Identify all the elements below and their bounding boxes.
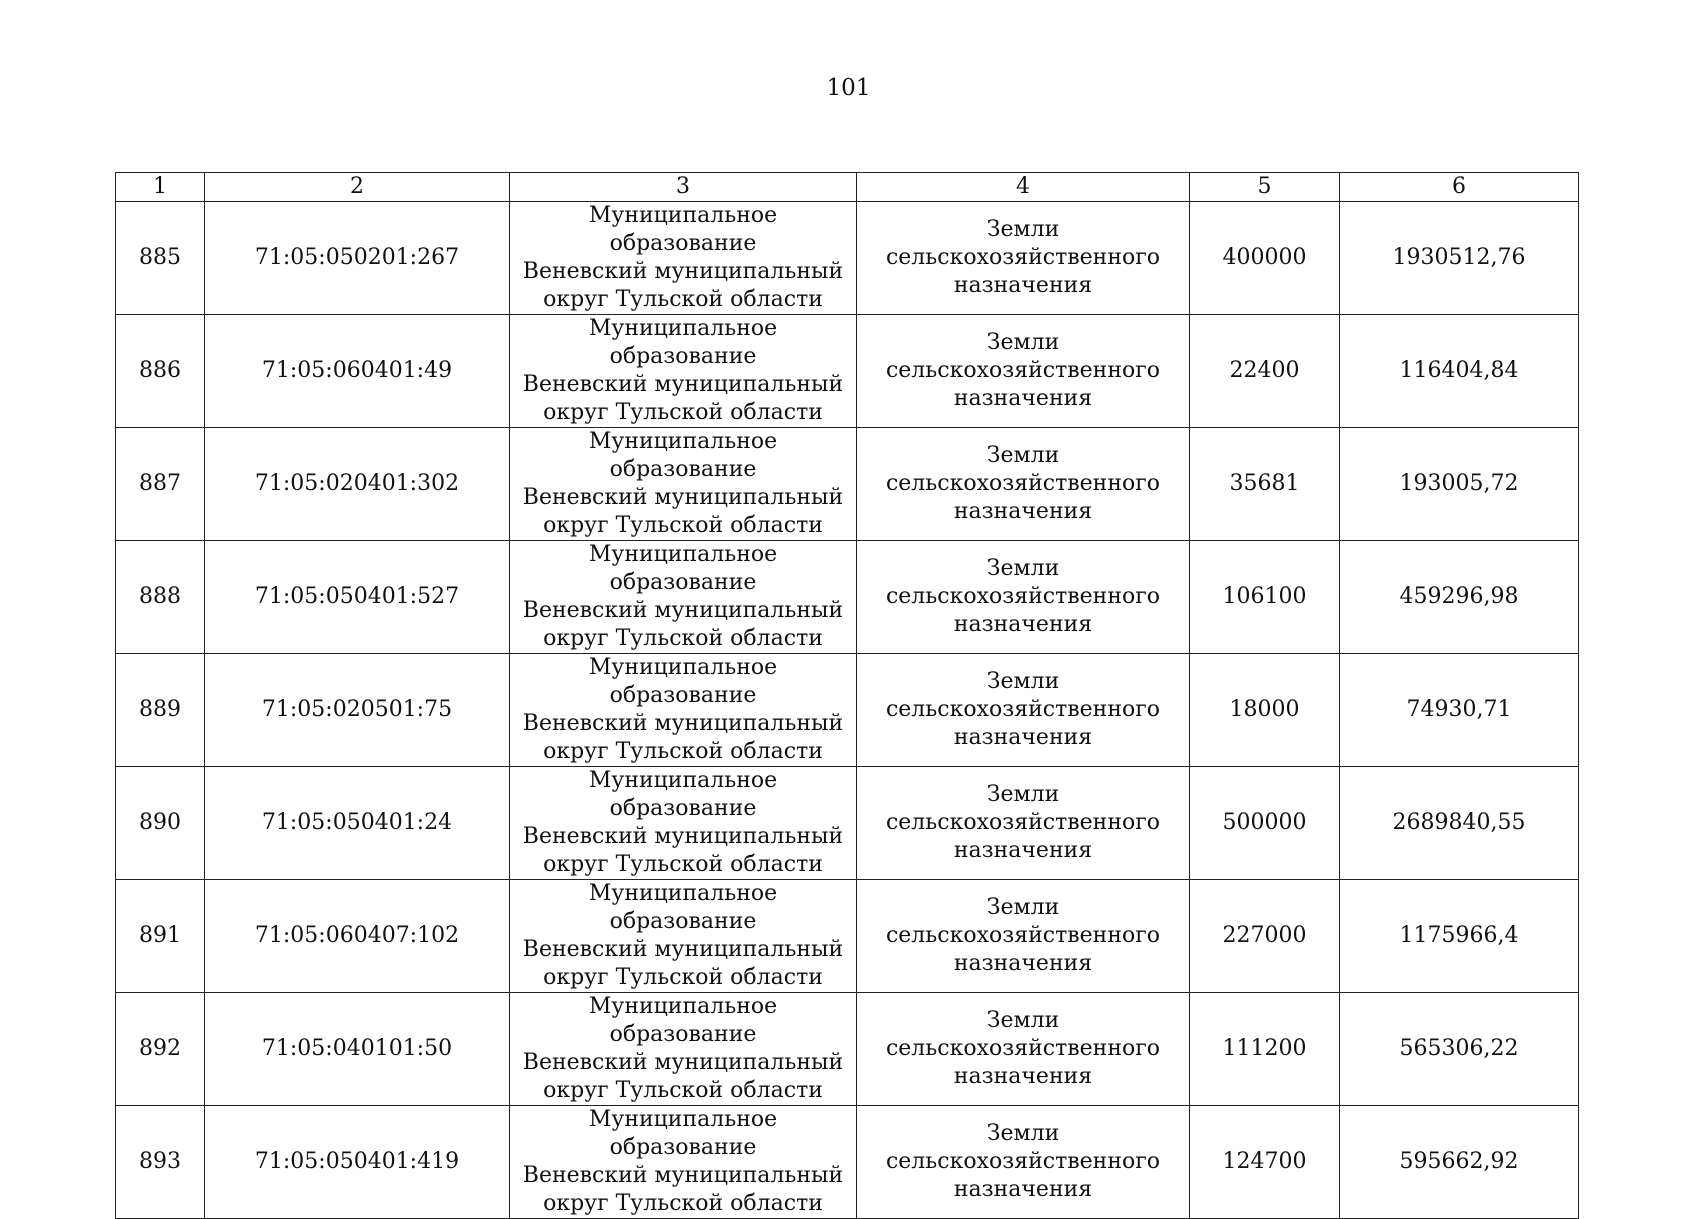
row-number-cell: 890 [116, 767, 205, 880]
land-category-cell-line: сельскохозяйственного [885, 358, 1161, 383]
land-category-cell-line: сельскохозяйственного [885, 1036, 1161, 1061]
owner-cell [510, 1106, 857, 1219]
land-category-cell-line: сельскохозяйственного [885, 697, 1161, 722]
area-cell: 22400 [1190, 315, 1340, 428]
table-row [116, 428, 1579, 541]
owner-cell [510, 880, 857, 993]
owner-cell-line: округ Тульской области [543, 287, 823, 312]
owner-cell [510, 654, 857, 767]
column-header-6: 6 [1340, 173, 1579, 202]
owner-cell-line: округ Тульской области [543, 513, 823, 538]
land-category-cell-line: назначения [953, 725, 1093, 750]
land-category-cell [857, 880, 1190, 993]
owner-cell-line: округ Тульской области [543, 739, 823, 764]
row-number-cell: 893 [116, 1106, 205, 1219]
area-cell: 106100 [1190, 541, 1340, 654]
owner-cell [510, 315, 857, 428]
column-header-3: 3 [510, 173, 857, 202]
row-number-cell: 886 [116, 315, 205, 428]
cadastral-number-cell: 71:05:050401:24 [205, 767, 510, 880]
owner-cell-line: Муниципальное образование [588, 542, 778, 595]
owner-cell-line: Муниципальное образование [588, 768, 778, 821]
land-category-cell-line: Земли [986, 556, 1060, 581]
land-category-cell-line: Земли [986, 1008, 1060, 1033]
land-category-cell [857, 202, 1190, 315]
cadastral-number-cell: 71:05:020401:302 [205, 428, 510, 541]
land-category-cell [857, 428, 1190, 541]
table-row [116, 880, 1579, 993]
column-header-1: 1 [116, 173, 205, 202]
land-category-cell-line: назначения [953, 612, 1093, 637]
owner-cell-line: Муниципальное образование [588, 881, 778, 934]
land-category-cell-line: Земли [986, 895, 1060, 920]
row-number-cell: 885 [116, 202, 205, 315]
row-number-cell: 891 [116, 880, 205, 993]
land-category-cell-line: сельскохозяйственного [885, 245, 1161, 270]
owner-cell-line: округ Тульской области [543, 1191, 823, 1216]
owner-cell-line: Веневский муниципальный [522, 937, 844, 962]
owner-cell-line: округ Тульской области [543, 1078, 823, 1103]
row-number-cell: 888 [116, 541, 205, 654]
owner-cell-line: округ Тульской области [543, 965, 823, 990]
cadastral-value-cell: 116404,84 [1340, 315, 1579, 428]
land-category-cell-line: назначения [953, 1064, 1093, 1089]
owner-cell-line: округ Тульской области [543, 400, 823, 425]
land-category-cell [857, 767, 1190, 880]
table-row [116, 315, 1579, 428]
land-category-cell [857, 993, 1190, 1106]
cadastral-value-cell: 595662,92 [1340, 1106, 1579, 1219]
column-header-2: 2 [205, 173, 510, 202]
owner-cell-line: округ Тульской области [543, 852, 823, 877]
area-cell: 18000 [1190, 654, 1340, 767]
cadastral-value-cell: 565306,22 [1340, 993, 1579, 1106]
land-category-cell-line: назначения [953, 499, 1093, 524]
row-number-cell: 892 [116, 993, 205, 1106]
cadastral-value-cell: 1930512,76 [1340, 202, 1579, 315]
owner-cell [510, 993, 857, 1106]
owner-cell-line: Веневский муниципальный [522, 824, 844, 849]
owner-cell-line: Муниципальное образование [588, 655, 778, 708]
cadastral-number-cell: 71:05:060401:49 [205, 315, 510, 428]
table-row [116, 993, 1579, 1106]
land-category-cell-line: сельскохозяйственного [885, 810, 1161, 835]
owner-cell-line: Муниципальное образование [588, 429, 778, 482]
cadastral-number-cell: 71:05:020501:75 [205, 654, 510, 767]
column-header-5: 5 [1190, 173, 1340, 202]
owner-cell-line: Веневский муниципальный [522, 372, 844, 397]
cadastral-number-cell: 71:05:040101:50 [205, 993, 510, 1106]
cadastral-number-cell: 71:05:050401:419 [205, 1106, 510, 1219]
table-row [116, 1106, 1579, 1219]
land-category-cell-line: сельскохозяйственного [885, 471, 1161, 496]
land-category-cell-line: назначения [953, 838, 1093, 863]
cadastral-value-cell: 2689840,55 [1340, 767, 1579, 880]
owner-cell-line: Муниципальное образование [588, 1107, 778, 1160]
land-category-cell-line: Земли [986, 217, 1060, 242]
land-category-cell-line: назначения [953, 386, 1093, 411]
land-category-cell-line: назначения [953, 1177, 1093, 1202]
owner-cell-line: Веневский муниципальный [522, 485, 844, 510]
page-number: 101 [826, 75, 871, 101]
land-category-cell-line: сельскохозяйственного [885, 1149, 1161, 1174]
land-category-cell-line: назначения [953, 951, 1093, 976]
land-category-cell-line: Земли [986, 443, 1060, 468]
owner-cell-line: Муниципальное образование [588, 994, 778, 1047]
land-category-cell [857, 1106, 1190, 1219]
table-body [116, 202, 1579, 1219]
header-row [116, 173, 1579, 202]
owner-cell [510, 428, 857, 541]
land-category-cell-line: назначения [953, 273, 1093, 298]
cadastral-value-cell: 193005,72 [1340, 428, 1579, 541]
land-registry-table [115, 172, 1579, 1219]
owner-cell-line: Веневский муниципальный [522, 1050, 844, 1075]
table-row [116, 654, 1579, 767]
table-row [116, 202, 1579, 315]
cadastral-number-cell: 71:05:050201:267 [205, 202, 510, 315]
column-header-4: 4 [857, 173, 1190, 202]
table-row [116, 541, 1579, 654]
land-category-cell [857, 654, 1190, 767]
owner-cell-line: Муниципальное образование [588, 203, 778, 256]
cadastral-value-cell: 459296,98 [1340, 541, 1579, 654]
land-category-cell [857, 315, 1190, 428]
area-cell: 400000 [1190, 202, 1340, 315]
cadastral-number-cell: 71:05:050401:527 [205, 541, 510, 654]
land-category-cell [857, 541, 1190, 654]
row-number-cell: 887 [116, 428, 205, 541]
row-number-cell: 889 [116, 654, 205, 767]
owner-cell-line: Веневский муниципальный [522, 598, 844, 623]
owner-cell-line: Муниципальное образование [588, 316, 778, 369]
cadastral-value-cell: 74930,71 [1340, 654, 1579, 767]
land-category-cell-line: Земли [986, 782, 1060, 807]
area-cell: 35681 [1190, 428, 1340, 541]
owner-cell [510, 541, 857, 654]
owner-cell-line: Веневский муниципальный [522, 711, 844, 736]
area-cell: 227000 [1190, 880, 1340, 993]
area-cell: 111200 [1190, 993, 1340, 1106]
owner-cell-line: Веневский муниципальный [522, 1163, 844, 1188]
owner-cell [510, 202, 857, 315]
land-category-cell-line: Земли [986, 1121, 1060, 1146]
cadastral-value-cell: 1175966,4 [1340, 880, 1579, 993]
land-category-cell-line: Земли [986, 330, 1060, 355]
table-row [116, 767, 1579, 880]
land-category-cell-line: сельскохозяйственного [885, 923, 1161, 948]
owner-cell-line: Веневский муниципальный [522, 259, 844, 284]
owner-cell [510, 767, 857, 880]
cadastral-number-cell: 71:05:060407:102 [205, 880, 510, 993]
area-cell: 500000 [1190, 767, 1340, 880]
area-cell: 124700 [1190, 1106, 1340, 1219]
owner-cell-line: округ Тульской области [543, 626, 823, 651]
land-category-cell-line: сельскохозяйственного [885, 584, 1161, 609]
land-category-cell-line: Земли [986, 669, 1060, 694]
